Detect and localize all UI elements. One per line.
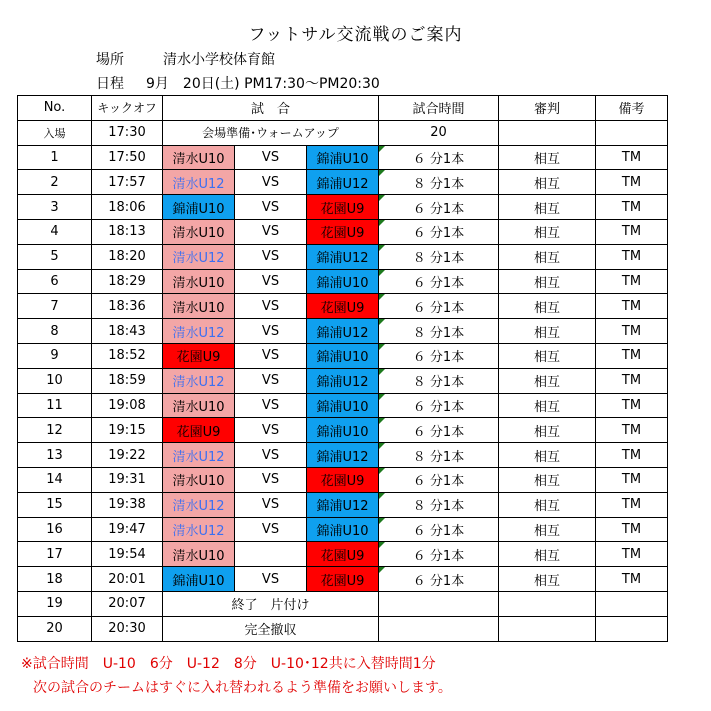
remark: TM	[596, 492, 668, 517]
header-kickoff: キックオフ	[92, 96, 163, 121]
closing-row	[18, 616, 668, 641]
away-team: 錦浦U10	[307, 269, 379, 294]
closing-row	[18, 591, 668, 616]
kickoff-time: 19:15	[92, 418, 163, 443]
referee: 相互	[499, 170, 596, 195]
home-team: 清水U10	[163, 467, 235, 492]
home-team: 錦浦U10	[163, 567, 235, 592]
match-no: 16	[18, 517, 92, 542]
remark: TM	[596, 294, 668, 319]
match-row	[18, 294, 668, 319]
home-team: 清水U10	[163, 219, 235, 244]
kickoff-time: 19:08	[92, 393, 163, 418]
away-team: 花園U9	[307, 542, 379, 567]
match-duration: ６ 分1本	[379, 219, 499, 244]
versus: VS	[235, 244, 307, 269]
row-referee	[499, 591, 596, 616]
remark: TM	[596, 517, 668, 542]
match-duration: ６ 分1本	[379, 418, 499, 443]
match-no: 10	[18, 368, 92, 393]
away-team: 花園U9	[307, 467, 379, 492]
kickoff-time: 19:22	[92, 443, 163, 468]
remark: TM	[596, 145, 668, 170]
schedule-value: 9月 20日(土) PM17:30～PM20:30	[146, 76, 380, 92]
match-no: 17	[18, 542, 92, 567]
away-team: 花園U9	[307, 294, 379, 319]
versus: VS	[235, 443, 307, 468]
referee: 相互	[499, 443, 596, 468]
remark: TM	[596, 393, 668, 418]
match-duration: ６ 分1本	[379, 467, 499, 492]
versus: VS	[235, 467, 307, 492]
row-no: 19	[18, 591, 92, 616]
home-team: 清水U12	[163, 443, 235, 468]
schedule-label: 日程	[96, 76, 124, 92]
kickoff-time: 19:47	[92, 517, 163, 542]
away-team: 錦浦U12	[307, 492, 379, 517]
match-no: 3	[18, 195, 92, 220]
versus: VS	[235, 492, 307, 517]
match-row	[18, 244, 668, 269]
header-referee: 審判	[499, 96, 596, 121]
kickoff-time: 18:59	[92, 368, 163, 393]
kickoff-time: 18:36	[92, 294, 163, 319]
match-no: 7	[18, 294, 92, 319]
away-team: 錦浦U10	[307, 145, 379, 170]
remark: TM	[596, 443, 668, 468]
versus: VS	[235, 219, 307, 244]
match-no: 13	[18, 443, 92, 468]
versus: VS	[235, 343, 307, 368]
versus: VS	[235, 393, 307, 418]
home-team: 清水U12	[163, 492, 235, 517]
match-row	[18, 269, 668, 294]
referee: 相互	[499, 517, 596, 542]
row-duration	[379, 616, 499, 641]
match-row	[18, 319, 668, 344]
match-no: 11	[18, 393, 92, 418]
location-label: 場所	[96, 52, 124, 68]
match-duration: ６ 分1本	[379, 567, 499, 592]
versus: VS	[235, 269, 307, 294]
match-row	[18, 517, 668, 542]
kickoff-time: 19:31	[92, 467, 163, 492]
remark: TM	[596, 195, 668, 220]
header-match: 試 合	[163, 96, 379, 121]
row-event: 完全撤収	[163, 616, 379, 641]
versus: VS	[235, 195, 307, 220]
kickoff-time: 18:43	[92, 319, 163, 344]
referee: 相互	[499, 567, 596, 592]
match-row	[18, 219, 668, 244]
row-time: 20:30	[92, 616, 163, 641]
match-no: 15	[18, 492, 92, 517]
remark: TM	[596, 219, 668, 244]
remark: TM	[596, 343, 668, 368]
match-duration: ８ 分1本	[379, 319, 499, 344]
referee: 相互	[499, 393, 596, 418]
row-duration: 20	[379, 120, 499, 145]
match-no: 9	[18, 343, 92, 368]
match-duration: ６ 分1本	[379, 343, 499, 368]
home-team: 清水U12	[163, 319, 235, 344]
versus: VS	[235, 294, 307, 319]
match-no: 14	[18, 467, 92, 492]
versus: VS	[235, 170, 307, 195]
row-event: 終了 片付け	[163, 591, 379, 616]
away-team: 錦浦U10	[307, 343, 379, 368]
referee: 相互	[499, 542, 596, 567]
kickoff-time: 17:50	[92, 145, 163, 170]
versus: VS	[235, 418, 307, 443]
remark: TM	[596, 244, 668, 269]
row-referee	[499, 616, 596, 641]
kickoff-time: 18:13	[92, 219, 163, 244]
match-row	[18, 443, 668, 468]
match-duration: ６ 分1本	[379, 294, 499, 319]
remark: TM	[596, 542, 668, 567]
row-no: 入場	[18, 120, 92, 145]
home-team: 清水U10	[163, 294, 235, 319]
match-no: 6	[18, 269, 92, 294]
home-team: 清水U10	[163, 542, 235, 567]
header-row	[18, 96, 668, 121]
versus: VS	[235, 319, 307, 344]
header-no: No.	[18, 96, 92, 121]
away-team: 錦浦U10	[307, 393, 379, 418]
referee: 相互	[499, 145, 596, 170]
remark: TM	[596, 418, 668, 443]
home-team: 清水U10	[163, 145, 235, 170]
kickoff-time: 17:57	[92, 170, 163, 195]
remark: TM	[596, 319, 668, 344]
kickoff-time: 18:06	[92, 195, 163, 220]
row-time: 17:30	[92, 120, 163, 145]
home-team: 清水U12	[163, 170, 235, 195]
match-no: 18	[18, 567, 92, 592]
away-team: 錦浦U12	[307, 170, 379, 195]
row-no: 20	[18, 616, 92, 641]
home-team: 花園U9	[163, 343, 235, 368]
referee: 相互	[499, 492, 596, 517]
entry-row	[18, 120, 668, 145]
page-title: フットサル交流戦のご案内	[248, 25, 463, 45]
match-duration: ８ 分1本	[379, 492, 499, 517]
away-team: 花園U9	[307, 219, 379, 244]
remark: TM	[596, 368, 668, 393]
kickoff-time: 19:38	[92, 492, 163, 517]
away-team: 錦浦U10	[307, 517, 379, 542]
match-row	[18, 418, 668, 443]
home-team: 清水U12	[163, 244, 235, 269]
match-duration: ６ 分1本	[379, 517, 499, 542]
away-team: 錦浦U12	[307, 368, 379, 393]
referee: 相互	[499, 269, 596, 294]
note-match-duration: ※試合時間 U-10 6分 U-12 8分 U-10･12共に入替時間1分	[21, 656, 436, 672]
row-note	[596, 120, 668, 145]
match-no: 12	[18, 418, 92, 443]
match-row	[18, 542, 668, 567]
match-no: 4	[18, 219, 92, 244]
home-team: 錦浦U10	[163, 195, 235, 220]
match-duration: ８ 分1本	[379, 244, 499, 269]
referee: 相互	[499, 418, 596, 443]
home-team: 花園U9	[163, 418, 235, 443]
versus: VS	[235, 368, 307, 393]
match-duration: ６ 分1本	[379, 393, 499, 418]
row-note	[596, 616, 668, 641]
versus: VS	[235, 145, 307, 170]
away-team: 花園U9	[307, 195, 379, 220]
referee: 相互	[499, 294, 596, 319]
match-no: 1	[18, 145, 92, 170]
match-row	[18, 467, 668, 492]
schedule-table	[17, 95, 668, 642]
home-team: 清水U10	[163, 269, 235, 294]
match-row	[18, 393, 668, 418]
away-team: 錦浦U12	[307, 443, 379, 468]
versus: VS	[235, 517, 307, 542]
location-value: 清水小学校体育館	[163, 52, 275, 68]
referee: 相互	[499, 343, 596, 368]
match-row	[18, 567, 668, 592]
home-team: 清水U12	[163, 517, 235, 542]
match-duration: ８ 分1本	[379, 170, 499, 195]
row-note	[596, 591, 668, 616]
kickoff-time: 18:20	[92, 244, 163, 269]
match-no: 8	[18, 319, 92, 344]
referee: 相互	[499, 467, 596, 492]
match-duration: ８ 分1本	[379, 443, 499, 468]
match-duration: ６ 分1本	[379, 269, 499, 294]
kickoff-time: 20:01	[92, 567, 163, 592]
referee: 相互	[499, 368, 596, 393]
match-duration: ６ 分1本	[379, 542, 499, 567]
away-team: 錦浦U10	[307, 418, 379, 443]
match-row	[18, 195, 668, 220]
home-team: 清水U12	[163, 368, 235, 393]
remark: TM	[596, 269, 668, 294]
versus	[235, 542, 307, 567]
kickoff-time: 18:52	[92, 343, 163, 368]
away-team: 花園U9	[307, 567, 379, 592]
referee: 相互	[499, 219, 596, 244]
row-duration	[379, 591, 499, 616]
remark: TM	[596, 467, 668, 492]
referee: 相互	[499, 244, 596, 269]
referee: 相互	[499, 195, 596, 220]
kickoff-time: 19:54	[92, 542, 163, 567]
kickoff-time: 18:29	[92, 269, 163, 294]
match-row	[18, 145, 668, 170]
header-duration: 試合時間	[379, 96, 499, 121]
versus: VS	[235, 567, 307, 592]
referee: 相互	[499, 319, 596, 344]
away-team: 錦浦U12	[307, 319, 379, 344]
match-duration: ８ 分1本	[379, 368, 499, 393]
header-notes: 備考	[596, 96, 668, 121]
match-row	[18, 492, 668, 517]
row-referee	[499, 120, 596, 145]
row-event: 会場準備･ウォームアップ	[163, 120, 379, 145]
note-prepare: 次の試合のチームはすぐに入れ替われるよう準備をお願いします。	[33, 680, 452, 696]
row-time: 20:07	[92, 591, 163, 616]
match-duration: ６ 分1本	[379, 195, 499, 220]
match-no: 5	[18, 244, 92, 269]
match-no: 2	[18, 170, 92, 195]
match-duration: ６ 分1本	[379, 145, 499, 170]
home-team: 清水U10	[163, 393, 235, 418]
match-row	[18, 368, 668, 393]
remark: TM	[596, 170, 668, 195]
match-row	[18, 170, 668, 195]
away-team: 錦浦U12	[307, 244, 379, 269]
match-row	[18, 343, 668, 368]
remark: TM	[596, 567, 668, 592]
